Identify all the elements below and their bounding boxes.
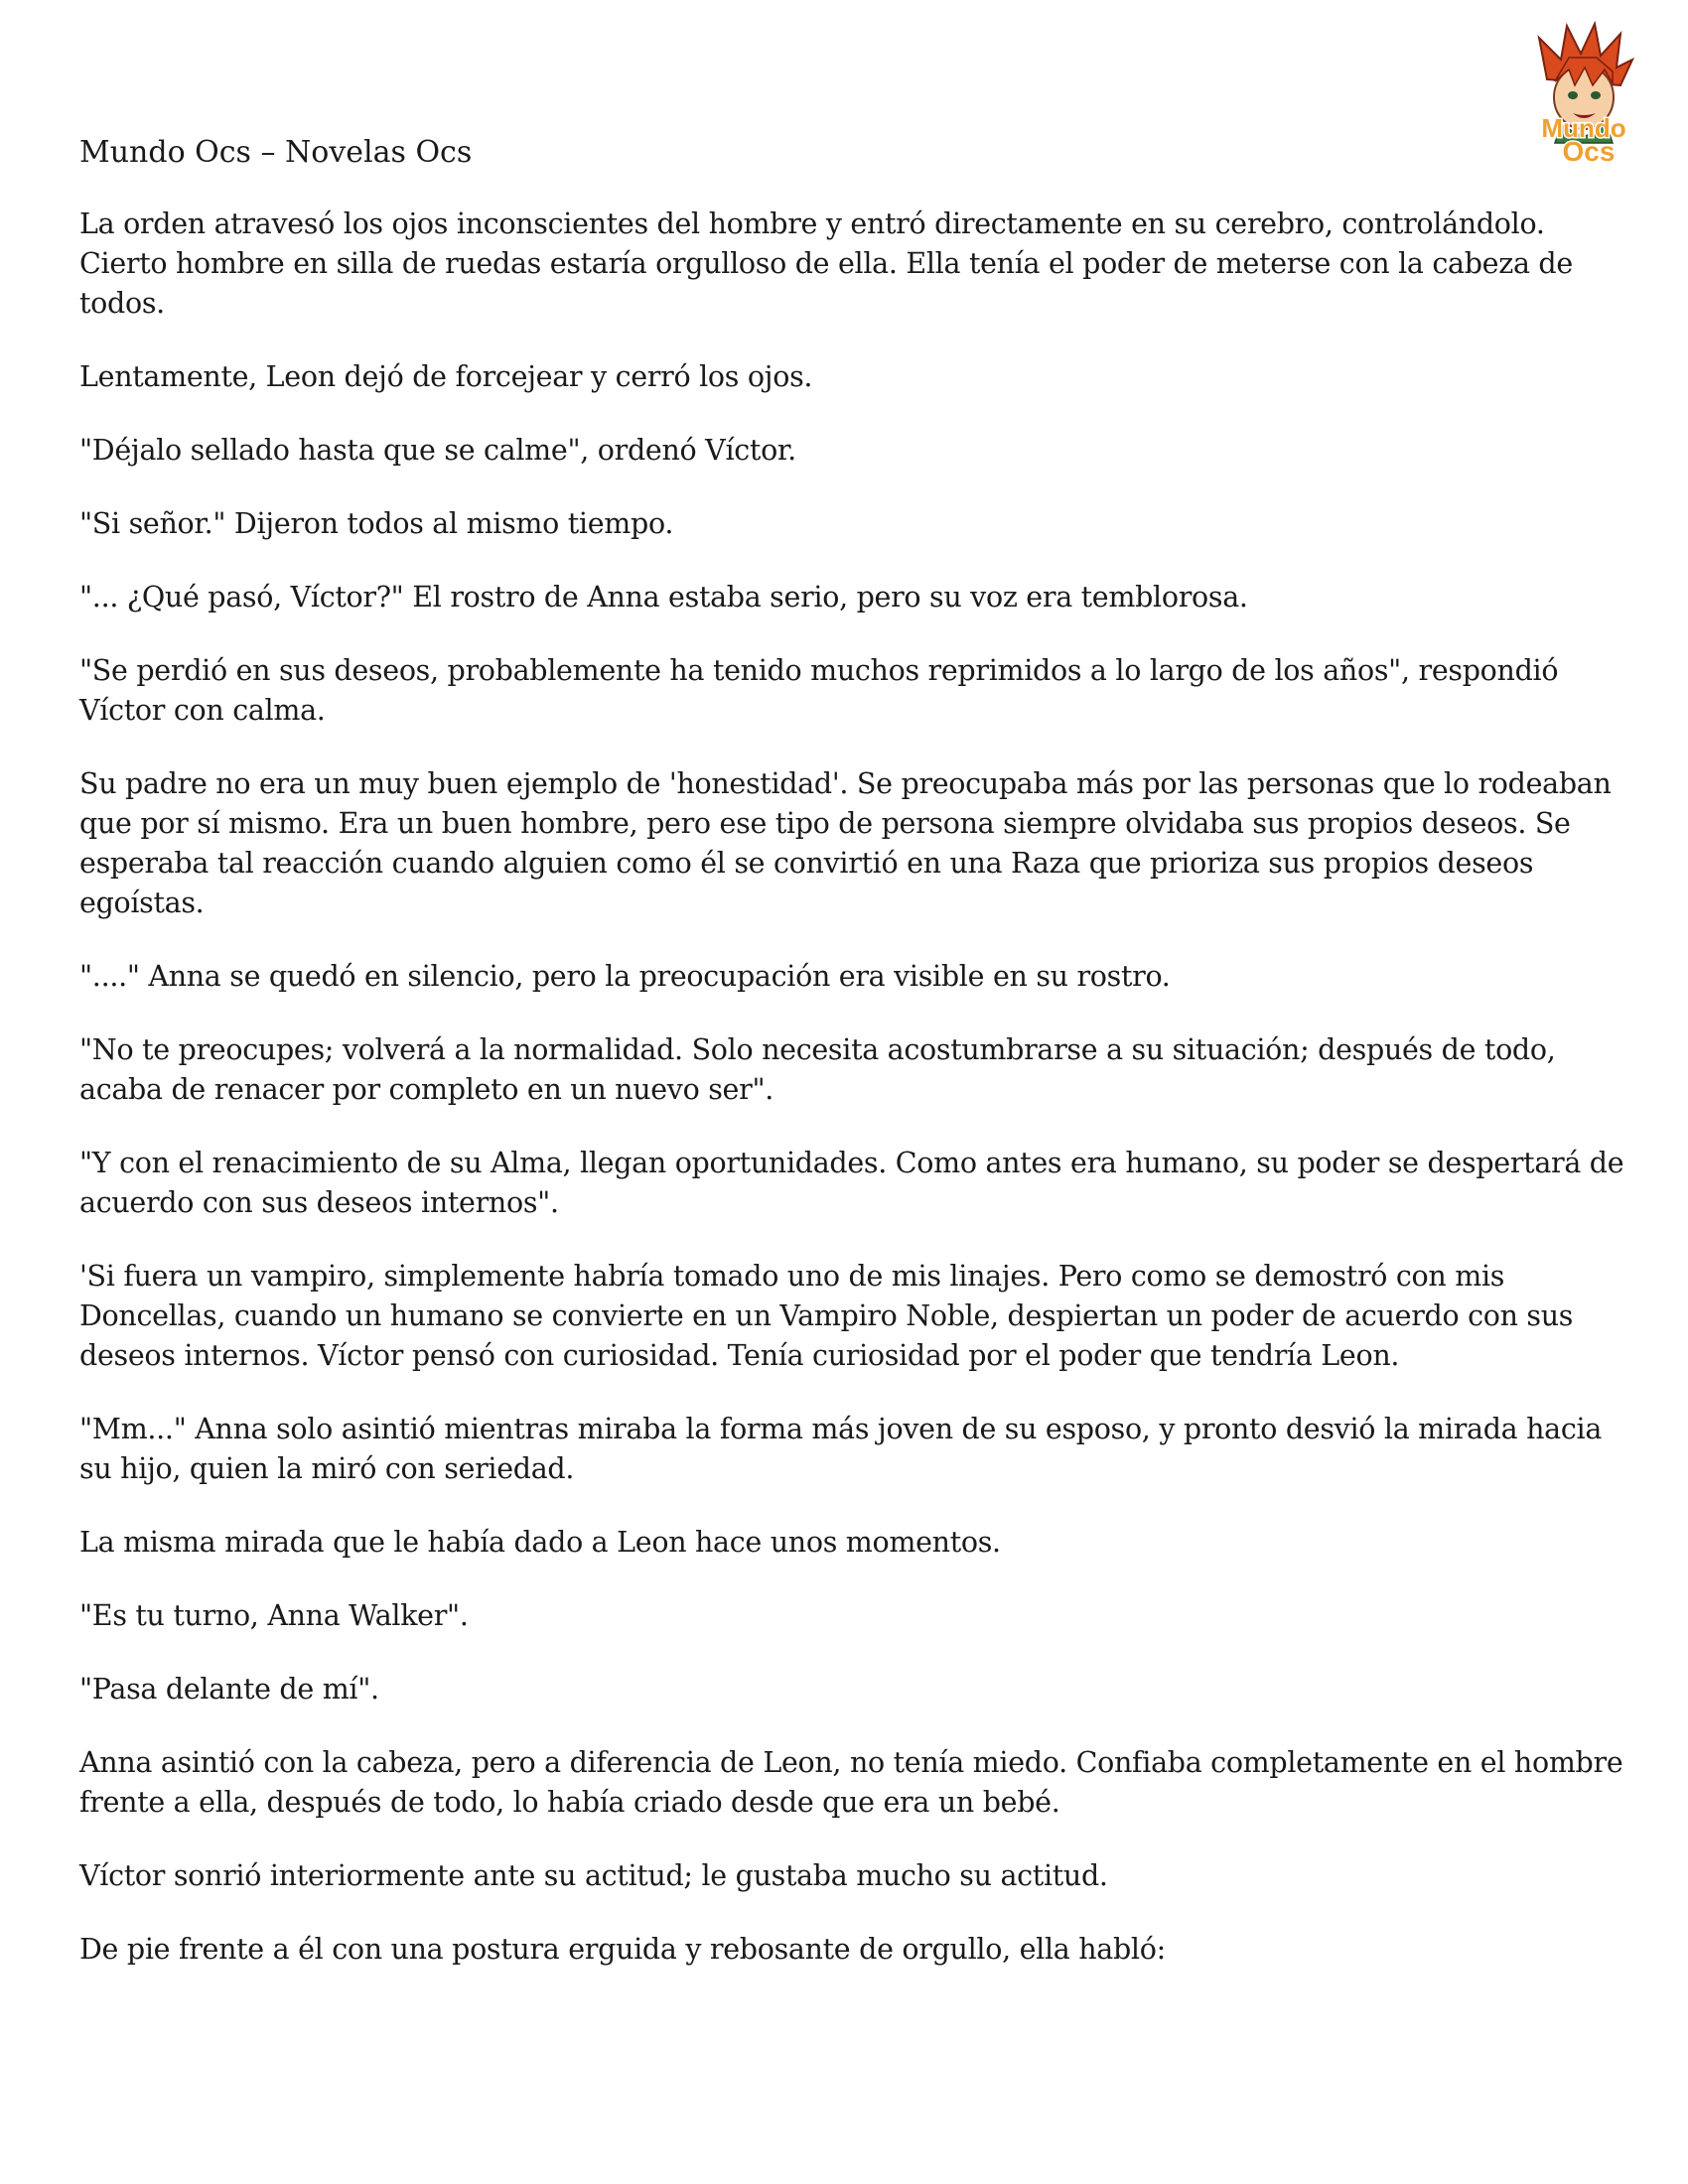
- logo-text-line2: Ocs: [1562, 136, 1616, 167]
- paragraph: 'Si fuera un vampiro, simplemente habría tomado uno de mis linajes. Pero como se demostró con mis Doncellas, cuando un humano se convierte en un Vampiro Noble, despiertan un poder de acuerdo con sus deseos internos. Víctor pensó con curiosidad. Tenía curiosidad por el poder que tendría Leon.: [79, 1260, 1574, 1372]
- logo-text-line1: Mundo: [1541, 113, 1626, 143]
- paragraph: "Si señor." Dijeron todos al mismo tiempo.: [79, 507, 674, 540]
- paragraph: "No te preocupes; volverá a la normalidad. Solo necesita acostumbrarse a su situación; después de todo, acaba de renacer por completo en un nuevo ser".: [79, 1033, 1556, 1106]
- paragraph: Víctor sonrió interiormente ante su actitud; le gustaba mucho su actitud.: [79, 1859, 1108, 1892]
- paragraph: Su padre no era un muy buen ejemplo de 'honestidad'. Se preocupaba más por las personas que lo rodeaban que por sí mismo. Era un buen hombre, pero ese tipo de persona siempre olvidaba sus propios deseos. Se esperaba tal reacción cuando alguien como él se convirtió en una Raza que prioriza sus propios deseos egoístas.: [79, 767, 1612, 919]
- paragraph: "Y con el renacimiento de su Alma, llegan oportunidades. Como antes era humano, su poder se despertará de acuerdo con sus deseos internos".: [79, 1147, 1624, 1219]
- paragraph: "Se perdió en sus deseos, probablemente ha tenido muchos reprimidos a lo largo de los años", respondió Víctor con calma.: [79, 654, 1559, 727]
- paragraph: "Es tu turno, Anna Walker".: [79, 1599, 469, 1632]
- paragraph: "Déjalo sellado hasta que se calme", ordenó Víctor.: [79, 434, 796, 467]
- document-body: [79, 205, 1628, 2003]
- paragraph: "Mm..." Anna solo asintió mientras miraba la forma más joven de su esposo, y pronto desvió la mirada hacia su hijo, quien la miró con seriedad.: [79, 1413, 1603, 1485]
- paragraph: La orden atravesó los ojos inconscientes del hombre y entró directamente en su cerebro, controlándolo. Cierto hombre en silla de ruedas estaría orgulloso de ella. Ella tenía el poder de meterse con la cabeza de todos.: [79, 207, 1573, 320]
- paragraph: "... ¿Qué pasó, Víctor?" El rostro de Anna estaba serio, pero su voz era temblorosa.: [79, 581, 1248, 614]
- paragraph: La misma mirada que le había dado a Leon hace unos momentos.: [79, 1526, 1001, 1559]
- paragraph: Lentamente, Leon dejó de forcejear y cerró los ojos.: [79, 360, 813, 393]
- paragraph: "Pasa delante de mí".: [79, 1673, 379, 1706]
- paragraph: "...." Anna se quedó en silencio, pero la preocupación era visible en su rostro.: [79, 960, 1171, 993]
- mundo-ocs-logo: [1509, 20, 1658, 169]
- paragraph: De pie frente a él con una postura erguida y rebosante de orgullo, ella habló:: [79, 1933, 1166, 1966]
- page-header: Mundo Ocs – Novelas Ocs: [79, 135, 473, 170]
- paragraph: Anna asintió con la cabeza, pero a diferencia de Leon, no tenía miedo. Confiaba completamente en el hombre frente a ella, después de todo, lo había criado desde que era un bebé.: [79, 1746, 1623, 1819]
